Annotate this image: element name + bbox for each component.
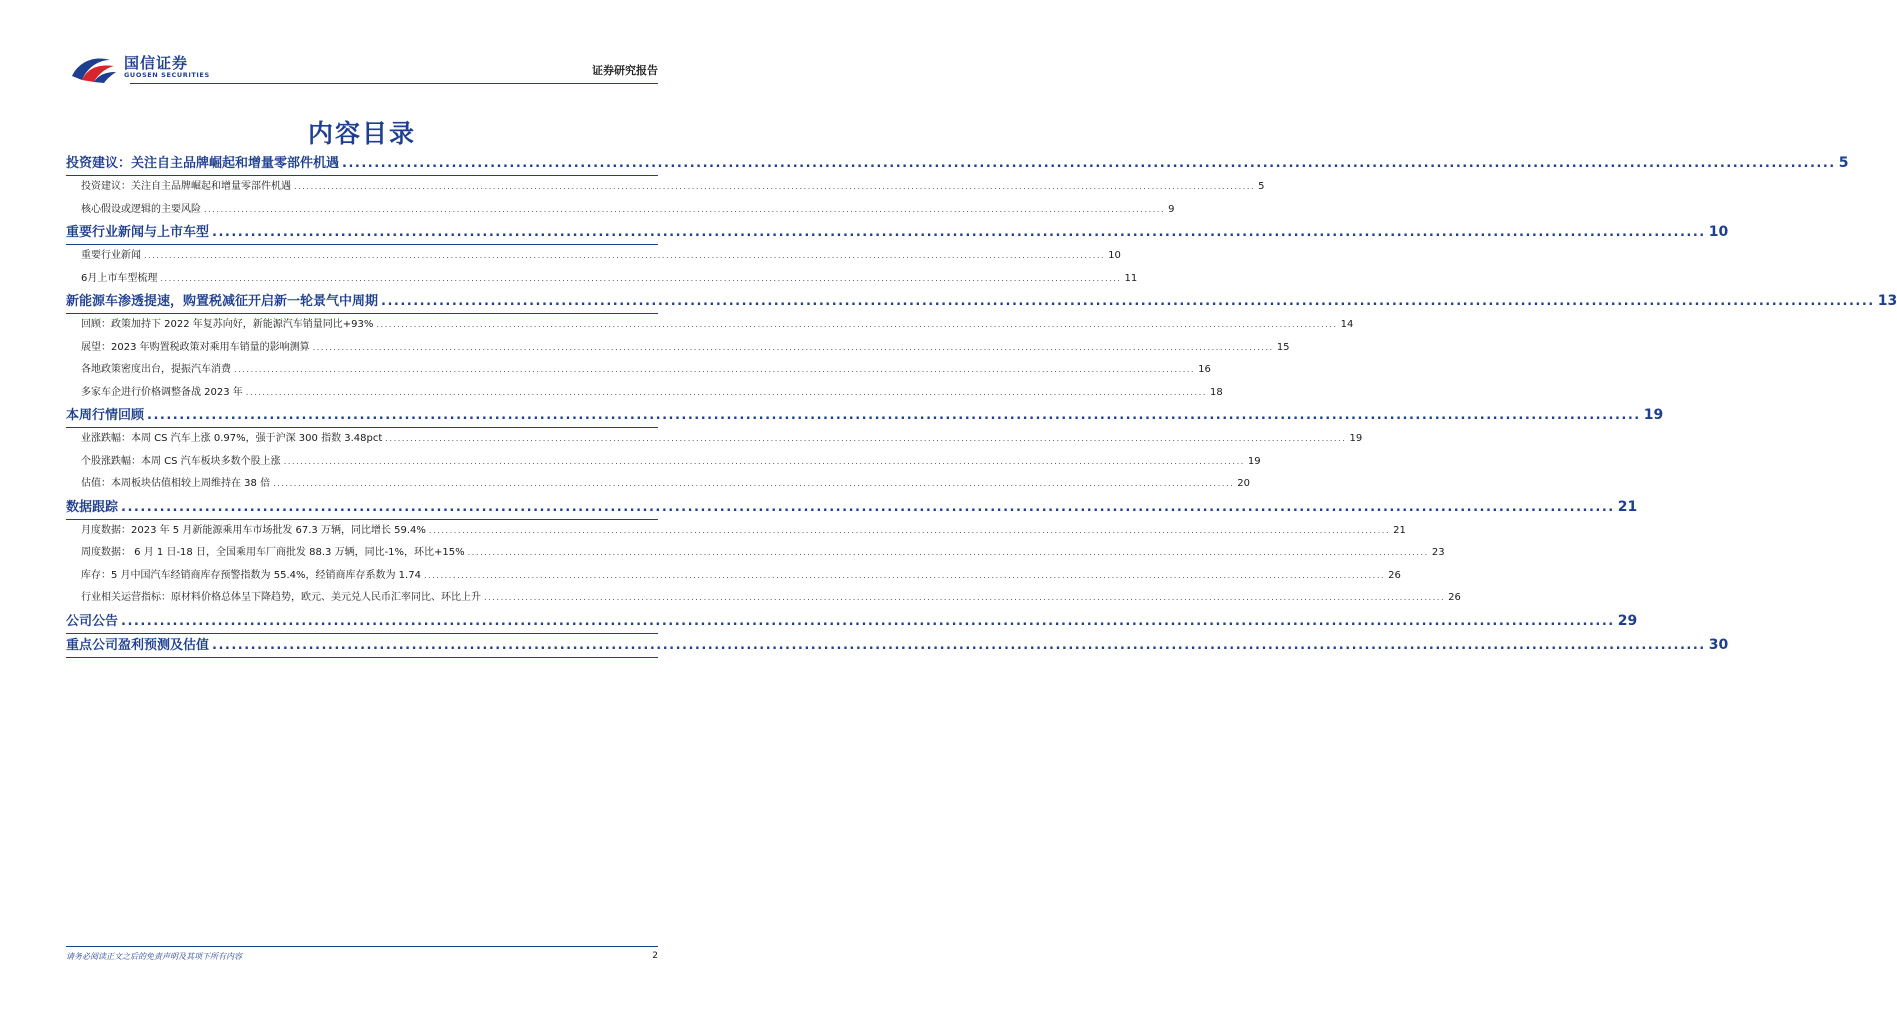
toc-label: 各地政策密度出台，提振汽车消费 — [81, 364, 231, 375]
dot-leader — [212, 634, 1706, 657]
dot-leader — [234, 359, 1195, 382]
dot-leader — [246, 382, 1207, 405]
toc-subsection-2-1[interactable] — [66, 245, 1121, 268]
toc-label: 行业相关运营指标：原材料价格总体呈下降趋势，欧元、美元兑人民币汇率同比、环比上升 — [81, 592, 481, 603]
guosen-logo-icon — [70, 54, 118, 84]
footer-divider — [66, 946, 658, 947]
dot-leader — [204, 199, 1165, 222]
toc-section-6[interactable] — [66, 610, 1638, 634]
toc-section-3[interactable] — [66, 290, 1897, 314]
toc-label: 数据跟踪 — [66, 499, 119, 515]
toc-label: 重点公司盈利预测及估值 — [66, 637, 210, 653]
toc-label: 回顾：政策加持下 2022 年复苏向好，新能源汽车销量同比+93% — [81, 319, 374, 330]
footer-page-number: 2 — [652, 951, 658, 961]
toc-subsection-5-4[interactable] — [66, 587, 1461, 610]
toc-label: 周度数据： 6 月 1 日-18 日，全国乘用车厂商批发 88.3 万辆，同比-1%，环比+15% — [81, 547, 465, 558]
dot-leader — [212, 221, 1706, 244]
toc-page-number: 26 — [1388, 569, 1401, 581]
toc-label: 重要行业新闻与上市车型 — [66, 225, 210, 240]
toc-label: 公司公告 — [66, 613, 119, 629]
toc-subsection-5-2[interactable] — [66, 542, 1445, 565]
footer-disclaimer: 请务必阅读正文之后的免责声明及其项下所有内容 — [66, 952, 242, 961]
toc-subsection-3-3[interactable] — [66, 359, 1211, 382]
toc-label: 6月上市车型梳理 — [81, 272, 158, 284]
toc-section-4[interactable] — [66, 404, 1664, 428]
toc-page-number: 21 — [1393, 524, 1406, 536]
toc-page-number: 20 — [1237, 478, 1250, 489]
toc-page-number: 10 — [1108, 250, 1121, 261]
page-header — [66, 48, 658, 86]
toc-subsection-3-2[interactable] — [66, 337, 1290, 360]
toc-label: 月度数据：2023 年 5 月新能源乘用车市场批发 67.3 万辆，同比增长 59.4% — [81, 524, 426, 536]
toc-page-number: 13 — [1877, 293, 1897, 309]
toc-label: 新能源车渗透提速，购置税减征开启新一轮景气中周期 — [66, 294, 379, 309]
toc-subsection-3-4[interactable] — [66, 382, 1223, 405]
toc-subsection-2-2[interactable] — [66, 268, 1138, 291]
toc-label: 多家车企进行价格调整备战 2023 年 — [81, 386, 243, 398]
dot-leader — [376, 314, 1337, 337]
toc-page-number: 10 — [1708, 224, 1729, 240]
toc-page-number: 5 — [1258, 181, 1265, 192]
toc-page-number: 26 — [1448, 592, 1461, 603]
dot-leader — [284, 451, 1245, 474]
toc-subsection-4-3[interactable] — [66, 473, 1250, 496]
toc-label: 本周行情回顾 — [66, 408, 145, 423]
dot-leader — [121, 496, 1615, 519]
toc-page-number: 30 — [1708, 636, 1729, 653]
dot-leader — [160, 268, 1121, 291]
toc-label: 投资建议：关注自主品牌崛起和增量零部件机遇 — [81, 181, 291, 192]
toc-subsection-5-3[interactable] — [66, 565, 1401, 588]
dot-leader — [385, 428, 1346, 451]
toc-label: 库存：5 月中国汽车经销商库存预警指数为 55.4%，经销商库存系数为 1.74 — [81, 569, 421, 581]
toc-section-1[interactable] — [66, 152, 1849, 176]
toc-subsection-3-1[interactable] — [66, 314, 1354, 337]
dot-leader — [381, 290, 1875, 313]
dot-leader — [342, 152, 1836, 175]
page-title: 内容目录 — [307, 119, 416, 148]
dot-leader — [294, 176, 1255, 199]
dot-leader — [273, 473, 1234, 496]
brand-name-cn: 国信证券 — [124, 54, 189, 72]
toc-subsection-1-2[interactable] — [66, 199, 1175, 222]
toc-page-number: 11 — [1124, 272, 1138, 284]
header-divider — [130, 83, 658, 84]
toc-page-number: 19 — [1643, 407, 1664, 423]
toc-section-2[interactable] — [66, 221, 1729, 245]
toc-page-number: 15 — [1276, 341, 1290, 353]
toc-page-number: 9 — [1168, 203, 1175, 215]
toc-page-number: 23 — [1431, 547, 1445, 558]
toc-section-7[interactable] — [66, 634, 1729, 658]
dot-leader — [429, 520, 1390, 543]
toc-page-number: 29 — [1617, 612, 1638, 629]
toc-page-number: 19 — [1349, 433, 1363, 444]
dot-leader — [313, 337, 1274, 360]
toc-page-number: 14 — [1340, 319, 1354, 330]
toc-label: 估值：本周板块估值相较上周维持在 38 倍 — [81, 478, 271, 489]
toc-label: 展望：2023 年购置税政策对乘用车销量的影响测算 — [81, 341, 310, 353]
dot-leader — [147, 404, 1641, 427]
toc-subsection-4-2[interactable] — [66, 451, 1261, 474]
toc-label: 重要行业新闻 — [81, 250, 141, 261]
dot-leader — [121, 610, 1615, 633]
toc-subsection-4-1[interactable] — [66, 428, 1363, 451]
toc-label: 个股涨跌幅：本周 CS 汽车板块多数个股上涨 — [81, 455, 281, 467]
toc-page-number: 18 — [1209, 386, 1223, 398]
dot-leader — [144, 245, 1105, 268]
toc-label: 投资建议：关注自主品牌崛起和增量零部件机遇 — [66, 156, 340, 171]
toc-page-number: 21 — [1617, 498, 1638, 515]
toc-section-5[interactable] — [66, 496, 1638, 520]
report-type-label: 证券研究报告 — [592, 64, 658, 77]
toc-page-number: 19 — [1247, 455, 1261, 467]
brand-name-en: GUOSEN SECURITIES — [124, 71, 210, 79]
toc-page-number: 5 — [1838, 155, 1849, 171]
dot-leader — [424, 565, 1385, 588]
toc-subsection-1-1[interactable] — [66, 176, 1265, 199]
toc-page-number: 16 — [1198, 364, 1211, 375]
dot-leader — [468, 542, 1429, 565]
toc-label: 核心假设或逻辑的主要风险 — [81, 203, 201, 215]
toc-subsection-5-1[interactable] — [66, 520, 1406, 543]
table-of-contents — [66, 152, 1897, 658]
toc-label: 业涨跌幅：本周 CS 汽车上涨 0.97%，强于沪深 300 指数 3.48pct — [81, 433, 383, 444]
dot-leader — [484, 587, 1445, 610]
